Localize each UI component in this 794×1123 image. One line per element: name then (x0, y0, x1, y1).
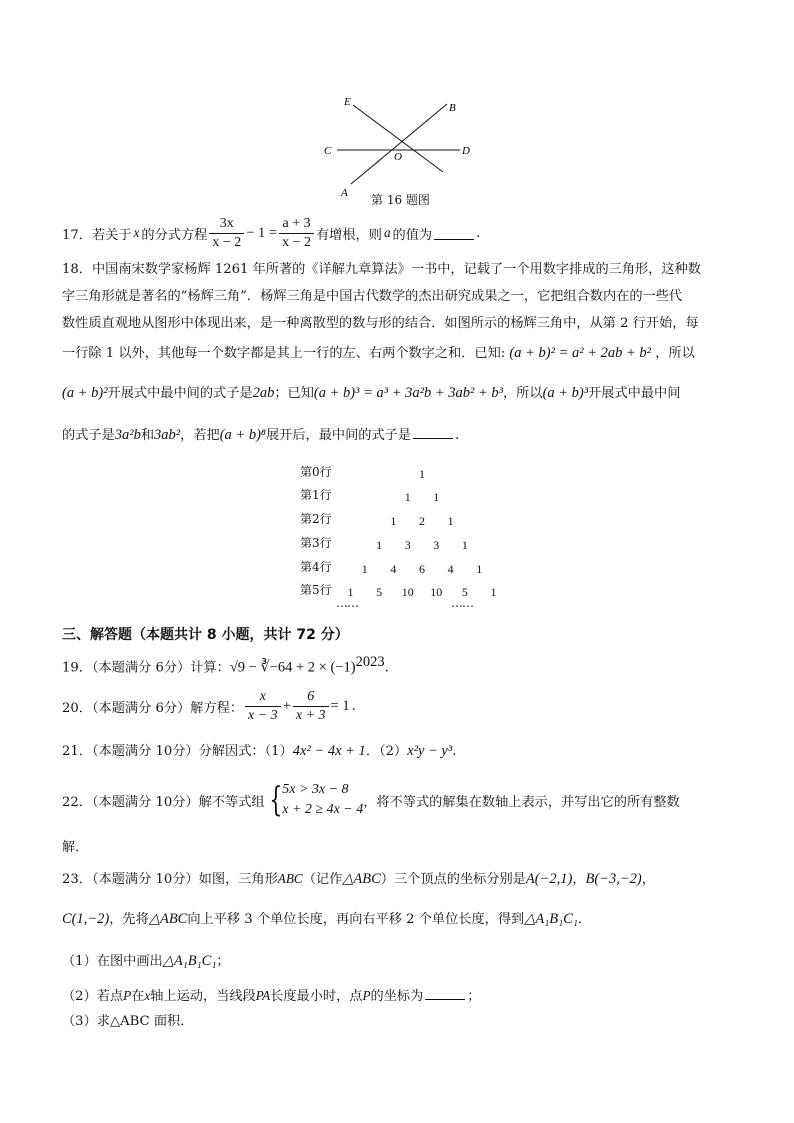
q23-line-1 (62, 868, 655, 888)
q18-text: 开展式中最中间的式子是 (107, 386, 253, 401)
q22-line-2: 解． (62, 840, 89, 855)
answer-blank[interactable] (434, 227, 474, 240)
q18-text: ，若把 (180, 428, 220, 443)
q18-expr: 3ab² (154, 427, 181, 443)
q17-text-pre: 若关于 (91, 227, 132, 243)
q23-part-3: （3）求△ABC 面积． (62, 1014, 194, 1029)
fraction-numerator: x (245, 689, 281, 707)
pascal-row-label: 第5行 (300, 583, 332, 597)
q19-end: . (384, 660, 389, 676)
pascal-number: 1 (419, 467, 425, 481)
pascal-ellipsis-right: …… (451, 596, 473, 610)
pascal-number: 3 (404, 538, 411, 552)
pascal-number: 1 (461, 538, 468, 552)
inequality-2: x + 2 ≥ 4x − 4 (282, 802, 364, 817)
fraction-numerator: a + 3 (279, 216, 314, 234)
fraction-denominator: x − 2 (212, 234, 242, 250)
q18-line-5 (62, 382, 680, 402)
fraction-denominator: x + 3 (295, 707, 326, 723)
q23-point-C: C(1,−2) (62, 911, 110, 927)
question-22 (62, 780, 680, 820)
fraction-denominator: x − 2 (282, 234, 311, 250)
pascal-number: 1 (404, 490, 411, 504)
q18-text: 的式子是 (62, 428, 115, 443)
q23-expr: ABC (277, 871, 303, 886)
q23-text: 向上平移 3 个单位长度，再向右平移 2 个单位长度，得到 (187, 912, 525, 927)
q20-text: 20．（本题满分 6分）解方程： (62, 700, 244, 716)
q18-text: 展开后，最中间的式子是 (265, 428, 412, 443)
pascal-number: 1 (433, 490, 440, 504)
q23-text: ）三个顶点的坐标分别是 (380, 872, 526, 887)
q23-text: （2）若点 (62, 989, 124, 1004)
q19-expression: √9 − ∛−64 + 2 × (−1) (229, 659, 356, 676)
pascal-number: 4 (390, 562, 397, 576)
q18-line4-text: 一行除 1 以外，其他每一个数字都是其上一行的左、右两个数字之和．已知: (62, 346, 506, 361)
q20-end: . (351, 698, 356, 714)
question-21 (62, 740, 456, 760)
q23-line-2 (62, 908, 591, 928)
system-brace: { (268, 780, 282, 820)
q23-var: P (362, 988, 371, 1003)
q20-plus: + (282, 697, 291, 714)
q20-fraction-1 (245, 689, 281, 724)
q23-text: ． (577, 912, 592, 927)
q23-text: ，先将 (109, 912, 149, 927)
q20-fraction-2 (293, 689, 329, 724)
q23-text: 的坐标为 (370, 989, 424, 1004)
q19-text: 19．（本题满分 6分）计算： (62, 660, 230, 676)
q23-text: （记作 (302, 872, 343, 887)
q23-part-1 (62, 950, 230, 970)
angle-diagram (315, 92, 485, 204)
q18-expr: 3a²b (114, 427, 141, 443)
q21-sep: ．（2） (365, 744, 408, 759)
q18-line-3: 数性质直观地从图形中体现出来，是一种离散型的数与形的结合．如图所示的杨辉三角中，从第 2 行开始，每 (62, 316, 699, 331)
question-17 (62, 213, 480, 253)
label-B: B (449, 102, 456, 114)
q17-var-a: a (383, 225, 391, 240)
q18-expr: 2ab (252, 385, 275, 401)
q17-text-mid: 的分式方程 (141, 227, 208, 243)
q23-expr: △ABC (342, 871, 381, 887)
q21-expr-1: 4x² − 4x + 1 (292, 743, 366, 759)
q17-number: 17． (62, 227, 92, 243)
q17-text-post2: 的值为 (392, 227, 433, 243)
q23-var: PA (255, 988, 271, 1003)
answer-blank[interactable] (413, 426, 453, 439)
fraction-numerator: 3x (209, 216, 244, 234)
line-AB (351, 104, 447, 184)
q18-line-4 (62, 342, 695, 362)
q17-var-x: x (133, 225, 140, 240)
pascal-number: 5 (376, 585, 383, 599)
q23-point-A: A(−2,1) (525, 871, 573, 887)
pascal-row-label: 第4行 (300, 560, 332, 574)
pascal-number: 6 (419, 562, 425, 576)
q23-expr: △A₁B₁C₁ (524, 911, 578, 927)
pascal-row-label: 第1行 (300, 488, 332, 502)
q23-text: 轴上运动，当线段 (150, 989, 256, 1004)
pascal-number: 10 (430, 585, 443, 599)
pascal-number: 10 (401, 585, 414, 599)
pascal-number: 1 (447, 514, 454, 528)
q18-end: . (455, 428, 460, 443)
figure-16-caption: 第 16 题图 (371, 193, 430, 207)
q18-expr: (a + b)⁸ (219, 427, 266, 443)
inequality-1: 5x > 3x − 8 (282, 782, 349, 797)
q18-identity-square: (a + b)² = a² + 2ab + b² (509, 345, 652, 361)
q23-text: 23．（本题满分 10分）如图，三角形 (62, 872, 278, 887)
q23-text: ； (467, 989, 481, 1004)
q23-text: （1）在图中画出 (62, 954, 163, 969)
q22-text-post: ，将不等式的解集在数轴上表示，并写出它的所有整数 (363, 794, 680, 810)
q17-fraction-1 (209, 216, 244, 251)
q21-end: . (452, 744, 457, 759)
q18-text: ；已知 (274, 386, 314, 401)
q23-text: 在 (131, 989, 145, 1004)
q23-part-2 (62, 985, 480, 1004)
pascal-number: 3 (433, 538, 440, 552)
q21-expr-2: x²y − y³ (407, 743, 453, 759)
section-heading: 三、解答题（本题共计 8 小题，共计 72 分） (62, 627, 349, 643)
question-19 (62, 654, 389, 676)
pascal-row-label: 第2行 (300, 512, 332, 526)
label-E: E (344, 96, 351, 108)
q23-expr: △ABC (148, 911, 188, 927)
label-O: O (394, 151, 402, 163)
q18-text: 和 (140, 428, 155, 443)
q18-line-1: 18．中国南宋数学家杨辉 1261 年所著的《详解九章算法》一书中，记载了一个用数字排成的三角形，这种数 (62, 262, 701, 277)
pascal-number: 1 (376, 538, 383, 552)
q17-fraction-2 (279, 216, 314, 251)
q23-text: ， (641, 872, 655, 887)
q23-var: x (144, 988, 151, 1003)
pascal-number: 1 (476, 562, 483, 576)
fraction-denominator: x − 3 (248, 707, 278, 723)
question-20 (62, 686, 356, 726)
q23-expr: △A₁B₁C₁ (162, 953, 217, 969)
pascal-number: 4 (447, 562, 454, 576)
q18-line4-end: ，所以 (655, 346, 695, 361)
q22-text: 22．（本题满分 10分）解不等式组 (62, 794, 265, 810)
q23-var: P (123, 988, 132, 1003)
pascal-number: 1 (490, 585, 497, 599)
q18-line-6 (62, 424, 459, 444)
q21-text: 21．（本题满分 10分）分解因式：（1） (62, 744, 293, 759)
q20-equals: = 1 (330, 697, 350, 714)
pascal-row-label: 第3行 (300, 536, 332, 550)
q17-text-post: 有增根，则 (316, 227, 382, 243)
pascal-ellipsis-left: …… (336, 596, 358, 610)
pascal-number: 5 (461, 585, 468, 599)
fraction-numerator: 6 (293, 689, 329, 707)
q18-line-2: 字三角形就是著名的“杨辉三角”．杨辉三角是中国古代数学的杰出研究成果之一，它把组合数内在的一些代 (62, 289, 683, 304)
q23-point-B: B(−3,−2) (585, 871, 642, 887)
q18-identity-cube: (a + b)³ = a³ + 3a²b + 3ab² + b³ (313, 385, 503, 401)
q18-expr: (a + b)² (62, 385, 108, 401)
q19-exponent: 2023 (355, 654, 385, 670)
q17-minus-one: − 1 = (246, 224, 278, 241)
pascal-number: 2 (419, 514, 425, 528)
q17-end: . (476, 225, 481, 241)
q18-expr: (a + b)³ (542, 385, 589, 401)
label-A: A (341, 187, 348, 199)
label-D: D (462, 145, 470, 157)
q23-text: ； (216, 954, 230, 969)
figure-16 (315, 92, 485, 204)
q18-text: ，所以 (503, 386, 543, 401)
inequality-system (282, 780, 363, 820)
q23-text: 长度最小时，点 (270, 989, 363, 1004)
answer-blank[interactable] (425, 987, 465, 1000)
q18-text: 开展式中最中间 (588, 386, 681, 401)
q23-text: ， (572, 872, 586, 887)
pascal-number: 1 (361, 562, 368, 576)
pascal-number: 1 (390, 514, 397, 528)
label-C: C (324, 145, 332, 157)
pascal-number: 1 (347, 585, 354, 599)
pascal-row-label: 第0行 (300, 465, 332, 479)
